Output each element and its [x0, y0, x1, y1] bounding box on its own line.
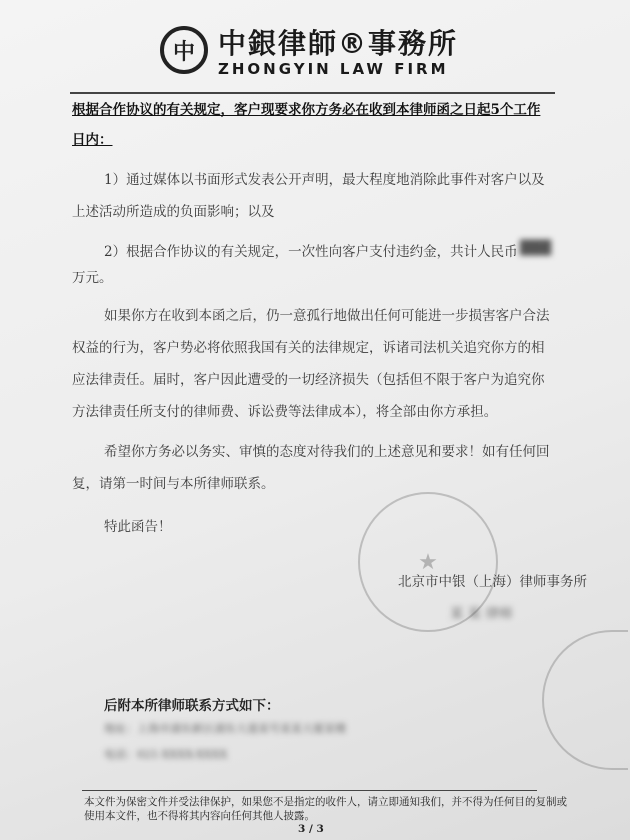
page-number: 3 / 3 — [298, 823, 324, 835]
para4-line-1: 希望你方务必以务实、审慎的态度对待我们的上述意见和要求！如有任何回 — [104, 444, 550, 460]
item1-line-1: 1）通过媒体以书面形式发表公开声明，最大程度地消除此事件对客户以及 — [104, 172, 545, 188]
contact-heading: 后附本所律师联系方式如下： — [104, 698, 280, 714]
para3-line-4: 方法律责任所支付的律师费、诉讼费等法律成本），将全部由你方承担。 — [72, 404, 498, 420]
intro-line-2: 日内： — [72, 132, 113, 148]
logo-emblem-icon: 中 — [160, 26, 208, 74]
signature-firm: 北京市中银（上海）律师事务所 — [398, 574, 587, 590]
contact-address: 地址：上海市浦东新区浦东大道某号某某大厦某楼 — [104, 722, 346, 735]
header-divider — [70, 92, 555, 94]
para4-line-2: 复，请第一时间与本所律师联系。 — [72, 476, 275, 492]
logo-chinese-name: 中銀律師®事務所 — [218, 27, 459, 60]
intro-line-1: 根据合作协议的有关规定，客户现要求你方务必在收到本律师函之日起5个工作 — [72, 102, 541, 118]
footer-divider — [82, 790, 537, 791]
item1-line-2: 上述活动所造成的负面影响；以及 — [72, 204, 275, 220]
contact-phone: 电话：021-XXXX-XXXX — [104, 748, 228, 761]
item2-amount-redacted: ███ — [520, 240, 552, 256]
para3-line-2: 权益的行为，客户势必将依照我国有关的法律规定，诉诸司法机关追究你方的相 — [72, 340, 545, 356]
item2-line-1: 2）根据合作协议的有关规定，一次性向客户支付违约金，共计人民币 — [104, 244, 518, 260]
firm-logo — [160, 22, 480, 84]
partial-seal-stamp — [542, 630, 628, 770]
confidentiality-notice-1: 本文件为保密文件并受法律保护，如果您不是指定的收件人，请立即通知我们，并不得为任何目的复制或 — [84, 796, 567, 808]
star-icon: ★ — [418, 549, 438, 575]
logo-english-name: ZHONGYIN LAW FIRM — [218, 60, 449, 78]
closing: 特此函告！ — [104, 519, 172, 535]
item2-line-2: 万元。 — [72, 270, 113, 286]
para3-line-1: 如果你方在收到本函之后，仍一意孤行地做出任何可能进一步损害客户合法 — [104, 308, 550, 324]
confidentiality-notice-2: 使用本文件，也不得将其内容向任何其他人披露。 — [84, 810, 315, 822]
signature-lawyer: 某 某 律师 — [450, 606, 513, 622]
para3-line-3: 应法律责任。届时，客户因此遭受的一切经济损失（包括但不限于客户为追究你 — [72, 372, 545, 388]
